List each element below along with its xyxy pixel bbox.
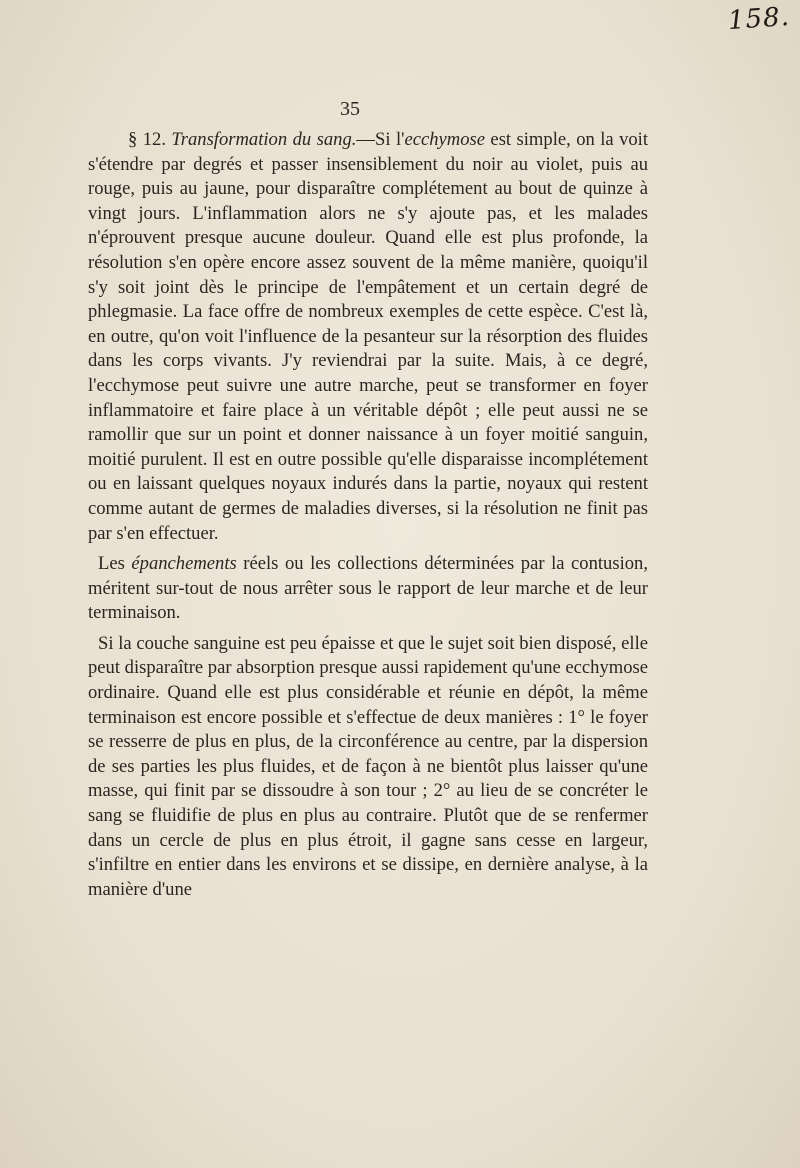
italic-term-ecchymose: ecchymose bbox=[404, 129, 485, 150]
paragraph-text: réels ou les collections déterminées par la contusion, méritent sur-tout de nous arrêter sous le rapport de leur marche et de leur terminaison. bbox=[88, 553, 648, 624]
page-number: 35 bbox=[340, 98, 360, 120]
italic-term-epanchements: épanchements bbox=[131, 553, 237, 575]
section-marker: § 12. bbox=[128, 129, 172, 150]
section-title: Transformation du sang. bbox=[171, 129, 357, 150]
paragraph-lead: Les bbox=[98, 553, 132, 575]
paragraph-couche-sanguine bbox=[88, 632, 648, 903]
body-text bbox=[88, 128, 648, 902]
paragraph-epanchements bbox=[88, 552, 648, 626]
paragraph-text: est simple, on la voit s'étendre par degrés et passer insensiblement du noir au violet, puis au rouge, puis au jaune, pour disparaître complétement au bout de quinze à vingt jours. L'inflammation alors ne s'y ajoute pas, et les malades n'éprouvent presque aucune douleur. Quand elle est plus profonde, la résolution s'en opère encore assez souvent de la même manière, quoiqu'il s'y soit joint dès le principe de l'empâtement et un certain degré de phlegmasie. La face offre de nombreux exemples de cette espèce. C'est là, en outre, qu'on voit l'influence de la pesanteur sur la résorption des fluides dans les corps vivants. J'y reviendrai par la suite. Mais, à ce degré, l'ecchymose peut suivre une autre marche, peut se transformer en foyer inflammatoire et faire place à un véritable dépôt ; elle peut aussi ne se ramollir que sur un point et donner naissance à un foyer moitié sanguin, moitié purulent. Il est en outre possible qu'elle disparaisse incomplétement ou en laissant quelques noyaux indurés dans la partie, noyaux qui restent comme autant de germes de maladies diverses, si la résolution ne finit pas par s'en effectuer. bbox=[88, 129, 649, 544]
section-dash: —Si l' bbox=[356, 129, 405, 150]
paragraph-section-12 bbox=[88, 128, 648, 546]
paragraph-text: Si la couche sanguine est peu épaisse et que le sujet soit bien disposé, elle peut disparaître par absorption presque aussi rapidement qu'une ecchymose ordinaire. Quand elle est plus considérable et réunie en dépôt, la même terminaison est encore possible et s'effectue de deux manières : 1° le foyer se resserre de plus en plus, de la circonférence au centre, par la dispersion de ses parties les plus fluides, et de façon à ne bientôt plus laisser qu'une masse, qui finit par se dissoudre à son tour ; 2° au lieu de se concréter le sang se fluidifie de plus en plus au contraire. Plutôt que de se renfermer dans un cercle de plus en plus étroit, il gagne sans cesse en largeur, s'infiltre en entier dans les environs et se dissipe, en dernière analyse, à la manière d'une bbox=[88, 632, 648, 900]
handwritten-folio-number: 158. bbox=[727, 1, 791, 37]
